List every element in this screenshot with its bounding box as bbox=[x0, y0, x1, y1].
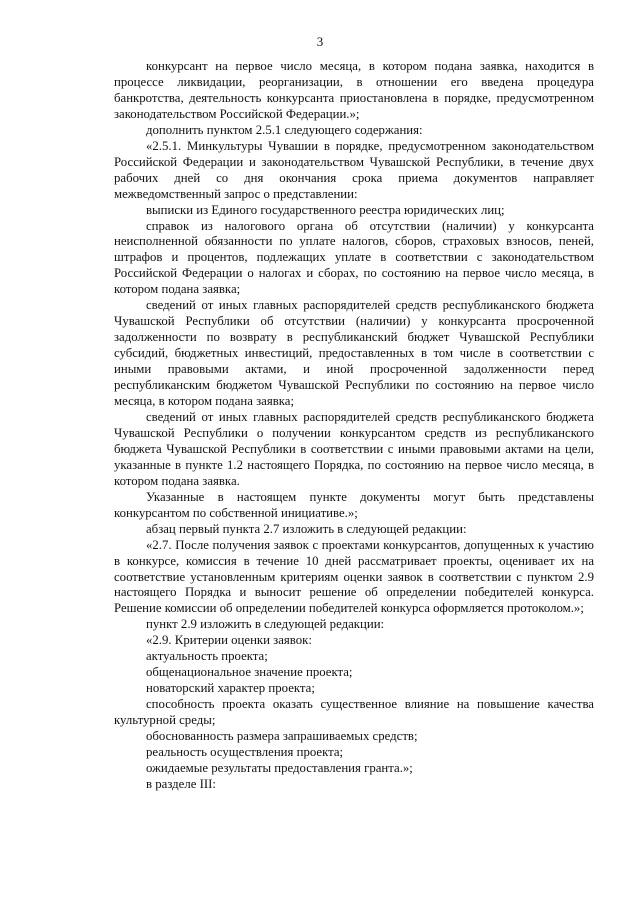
paragraph: выписки из Единого государственного реестра юридических лиц; bbox=[146, 202, 505, 217]
paragraph: «2.9. Критерии оценки заявок: bbox=[146, 633, 312, 648]
paragraph: справок из налогового органа об отсутствии (наличии) у конкурсанта неисполненной обязанности по уплате налогов, сборов, страховых взносов, пеней, штрафов и процентов, подлежащих уплате в соответствии с законодательством Российской Федерации о налогах и сборах, по состоянию на первое число месяца, в котором подана заявка; bbox=[114, 218, 594, 297]
paragraph: дополнить пунктом 2.5.1 следующего содержания: bbox=[146, 122, 423, 137]
paragraph: способность проекта оказать существенное влияние на повышение качества культурной среды; bbox=[114, 697, 594, 728]
paragraph: в разделе III: bbox=[146, 776, 216, 791]
paragraph: абзац первый пункта 2.7 изложить в следующей редакции: bbox=[146, 521, 467, 536]
paragraph: актуальность проекта; bbox=[146, 649, 268, 664]
paragraph: новаторский характер проекта; bbox=[146, 681, 315, 696]
paragraph: сведений от иных главных распорядителей средств республиканского бюджета Чувашской Республики о получении конкурсантом средств из республиканского бюджета Чувашской Республики в соответствии с иными правовыми актами на цели, указанные в пункте 1.2 настоящего Порядка, по состоянию на первое число месяца, в котором подана заявка. bbox=[114, 409, 594, 488]
paragraph: обоснованность размера запрашиваемых средств; bbox=[146, 729, 418, 744]
page-number: 3 bbox=[316, 34, 324, 49]
paragraph: «2.5.1. Минкультуры Чувашии в порядке, предусмотренном законодательством Российской Федерации и законодательством Чувашской Республики, в течение двух рабочих дней со дня окончания срока приема документов направляет межведомственный запрос о представлении: bbox=[114, 138, 594, 201]
paragraph: сведений от иных главных распорядителей средств республиканского бюджета Чувашской Республики об отсутствии (наличии) у конкурсанта просроченной задолженности по возврату в республиканский бюджет Чувашской Республики субсидий, бюджетных инвестиций, предоставленных в том числе в соответствии с иными правовыми актами, и иной просроченной задолженности перед республиканским бюджетом Чувашской Республики по состоянию на первое число месяца, в котором подана заявка; bbox=[114, 298, 594, 409]
paragraph: «2.7. После получения заявок с проектами конкурсантов, допущенных к участию в конкурсе, комиссия в течение 10 дней рассматривает проекты, оценивает их на соответствие установленным критериям оценки заявок в соответствии с пунктом 2.9 настоящего Порядка и выносит решение об определении победителей конкурса. Решение комиссии об определении победителей конкурса оформляется протоколом.»; bbox=[114, 537, 594, 616]
paragraph: пункт 2.9 изложить в следующей редакции: bbox=[146, 617, 385, 632]
paragraph: общенациональное значение проекта; bbox=[146, 665, 353, 680]
paragraph: Указанные в настоящем пункте документы могут быть представлены конкурсантом по собственной инициативе.»; bbox=[114, 489, 594, 520]
paragraph: ожидаемые результаты предоставления гранта.»; bbox=[146, 760, 413, 775]
paragraph: конкурсант на первое число месяца, в котором подана заявка, находится в процессе ликвидации, реорганизации, в отношении его введена процедура банкротства, деятельность конкурсанта приостановлена в порядке, предусмотренном законодательством Российской Федерации.»; bbox=[114, 59, 594, 121]
paragraph: реальность осуществления проекта; bbox=[146, 744, 344, 759]
document-body bbox=[114, 59, 594, 793]
